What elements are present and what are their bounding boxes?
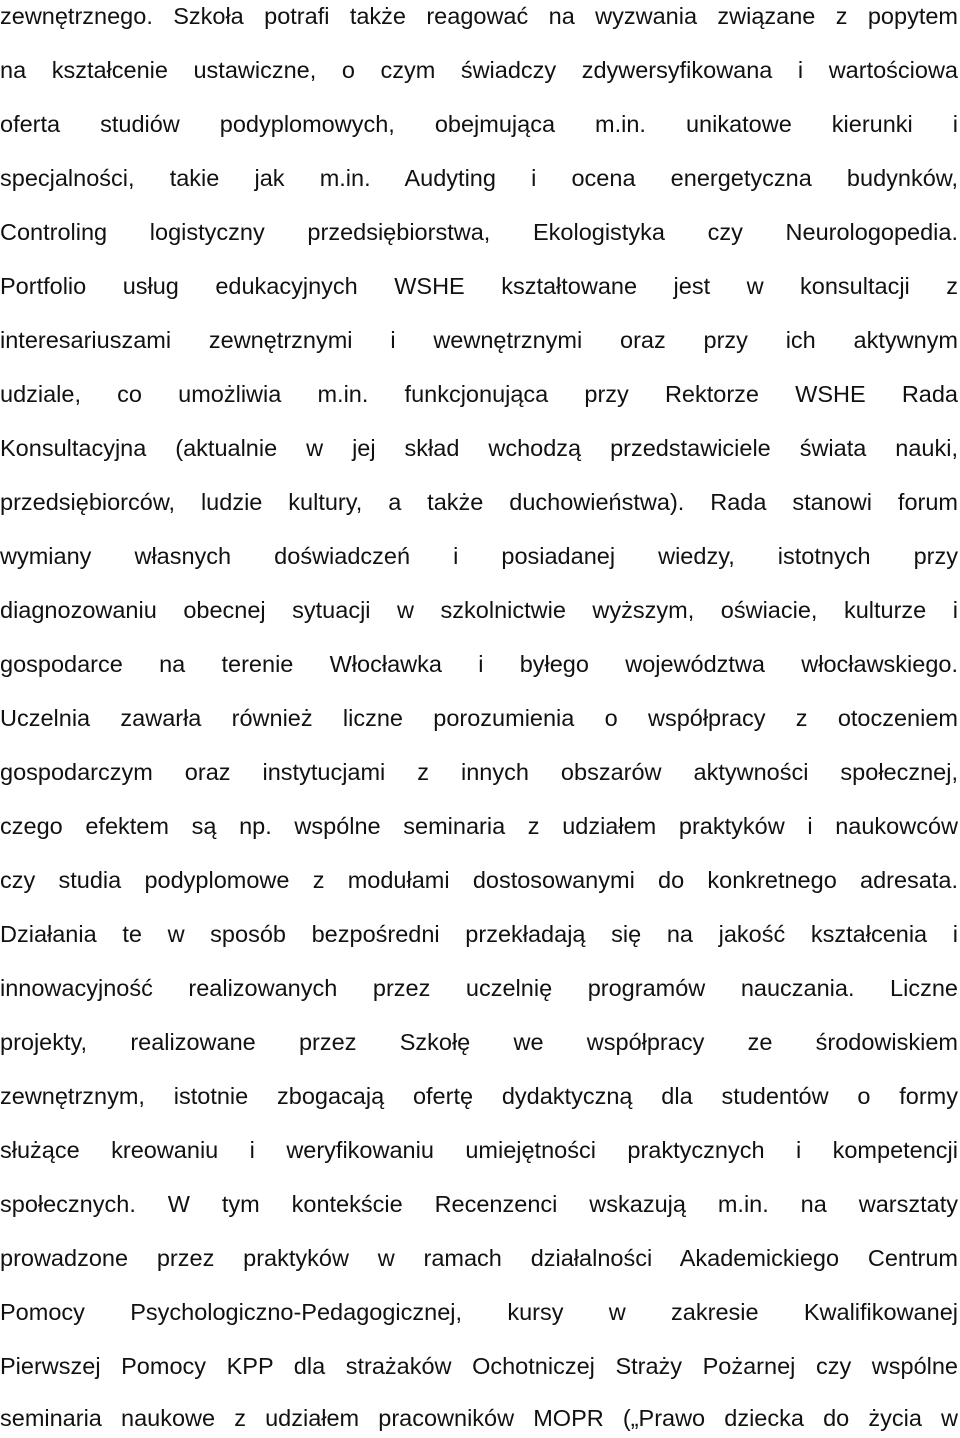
text-line: gospodarce na terenie Włocławka i byłego województwa włocławskiego. <box>0 651 958 677</box>
text-line: Pierwszej Pomocy KPP dla strażaków Ochotniczej Straży Pożarnej czy wspólne <box>0 1353 958 1379</box>
text-line: udziale, co umożliwia m.in. funkcjonująca przy Rektorze WSHE Rada <box>0 381 958 407</box>
text-line: specjalności, takie jak m.in. Audyting i ocena energetyczna budynków, <box>0 165 958 191</box>
text-line: zewnętrznym, istotnie zbogacają ofertę dydaktyczną dla studentów o formy <box>0 1083 958 1109</box>
text-line: Konsultacyjna (aktualnie w jej skład wchodzą przedstawiciele świata nauki, <box>0 435 958 461</box>
text-line: Działania te w sposób bezpośredni przekładają się na jakość kształcenia i <box>0 921 958 947</box>
text-line: zewnętrznego. Szkoła potrafi także reagować na wyzwania związane z popytem <box>0 3 958 29</box>
text-line: Controling logistyczny przedsiębiorstwa, Ekologistyka czy Neurologopedia. <box>0 219 958 245</box>
text-line: Portfolio usług edukacyjnych WSHE kształtowane jest w konsultacji z <box>0 273 958 299</box>
text-line: społecznych. W tym kontekście Recenzenci wskazują m.in. na warsztaty <box>0 1191 958 1217</box>
text-line: interesariuszami zewnętrznymi i wewnętrznymi oraz przy ich aktywnym <box>0 327 958 353</box>
text-line: projekty, realizowane przez Szkołę we współpracy ze środowiskiem <box>0 1029 958 1055</box>
text-line: służące kreowaniu i weryfikowaniu umiejętności praktycznych i kompetencji <box>0 1137 958 1163</box>
text-line: gospodarczym oraz instytucjami z innych obszarów aktywności społecznej, <box>0 759 958 785</box>
text-line: seminaria naukowe z udziałem pracowników MOPR („Prawo dziecka do życia w <box>0 1405 958 1431</box>
text-line: prowadzone przez praktyków w ramach działalności Akademickiego Centrum <box>0 1245 958 1271</box>
text-line: Pomocy Psychologiczno-Pedagogicznej, kursy w zakresie Kwalifikowanej <box>0 1299 958 1325</box>
text-line: przedsiębiorców, ludzie kultury, a także duchowieństwa). Rada stanowi forum <box>0 489 958 515</box>
text-line: na kształcenie ustawiczne, o czym świadczy zdywersyfikowana i wartościowa <box>0 57 958 83</box>
text-line: oferta studiów podyplomowych, obejmująca m.in. unikatowe kierunki i <box>0 111 958 137</box>
text-line: czy studia podyplomowe z modułami dostosowanymi do konkretnego adresata. <box>0 867 958 893</box>
text-line: czego efektem są np. wspólne seminaria z udziałem praktyków i naukowców <box>0 813 958 839</box>
text-line: wymiany własnych doświadczeń i posiadanej wiedzy, istotnych przy <box>0 543 958 569</box>
text-line: diagnozowaniu obecnej sytuacji w szkolnictwie wyższym, oświacie, kulturze i <box>0 597 958 623</box>
text-line: Uczelnia zawarła również liczne porozumienia o współpracy z otoczeniem <box>0 705 958 731</box>
text-line: innowacyjność realizowanych przez uczelnię programów nauczania. Liczne <box>0 975 958 1001</box>
